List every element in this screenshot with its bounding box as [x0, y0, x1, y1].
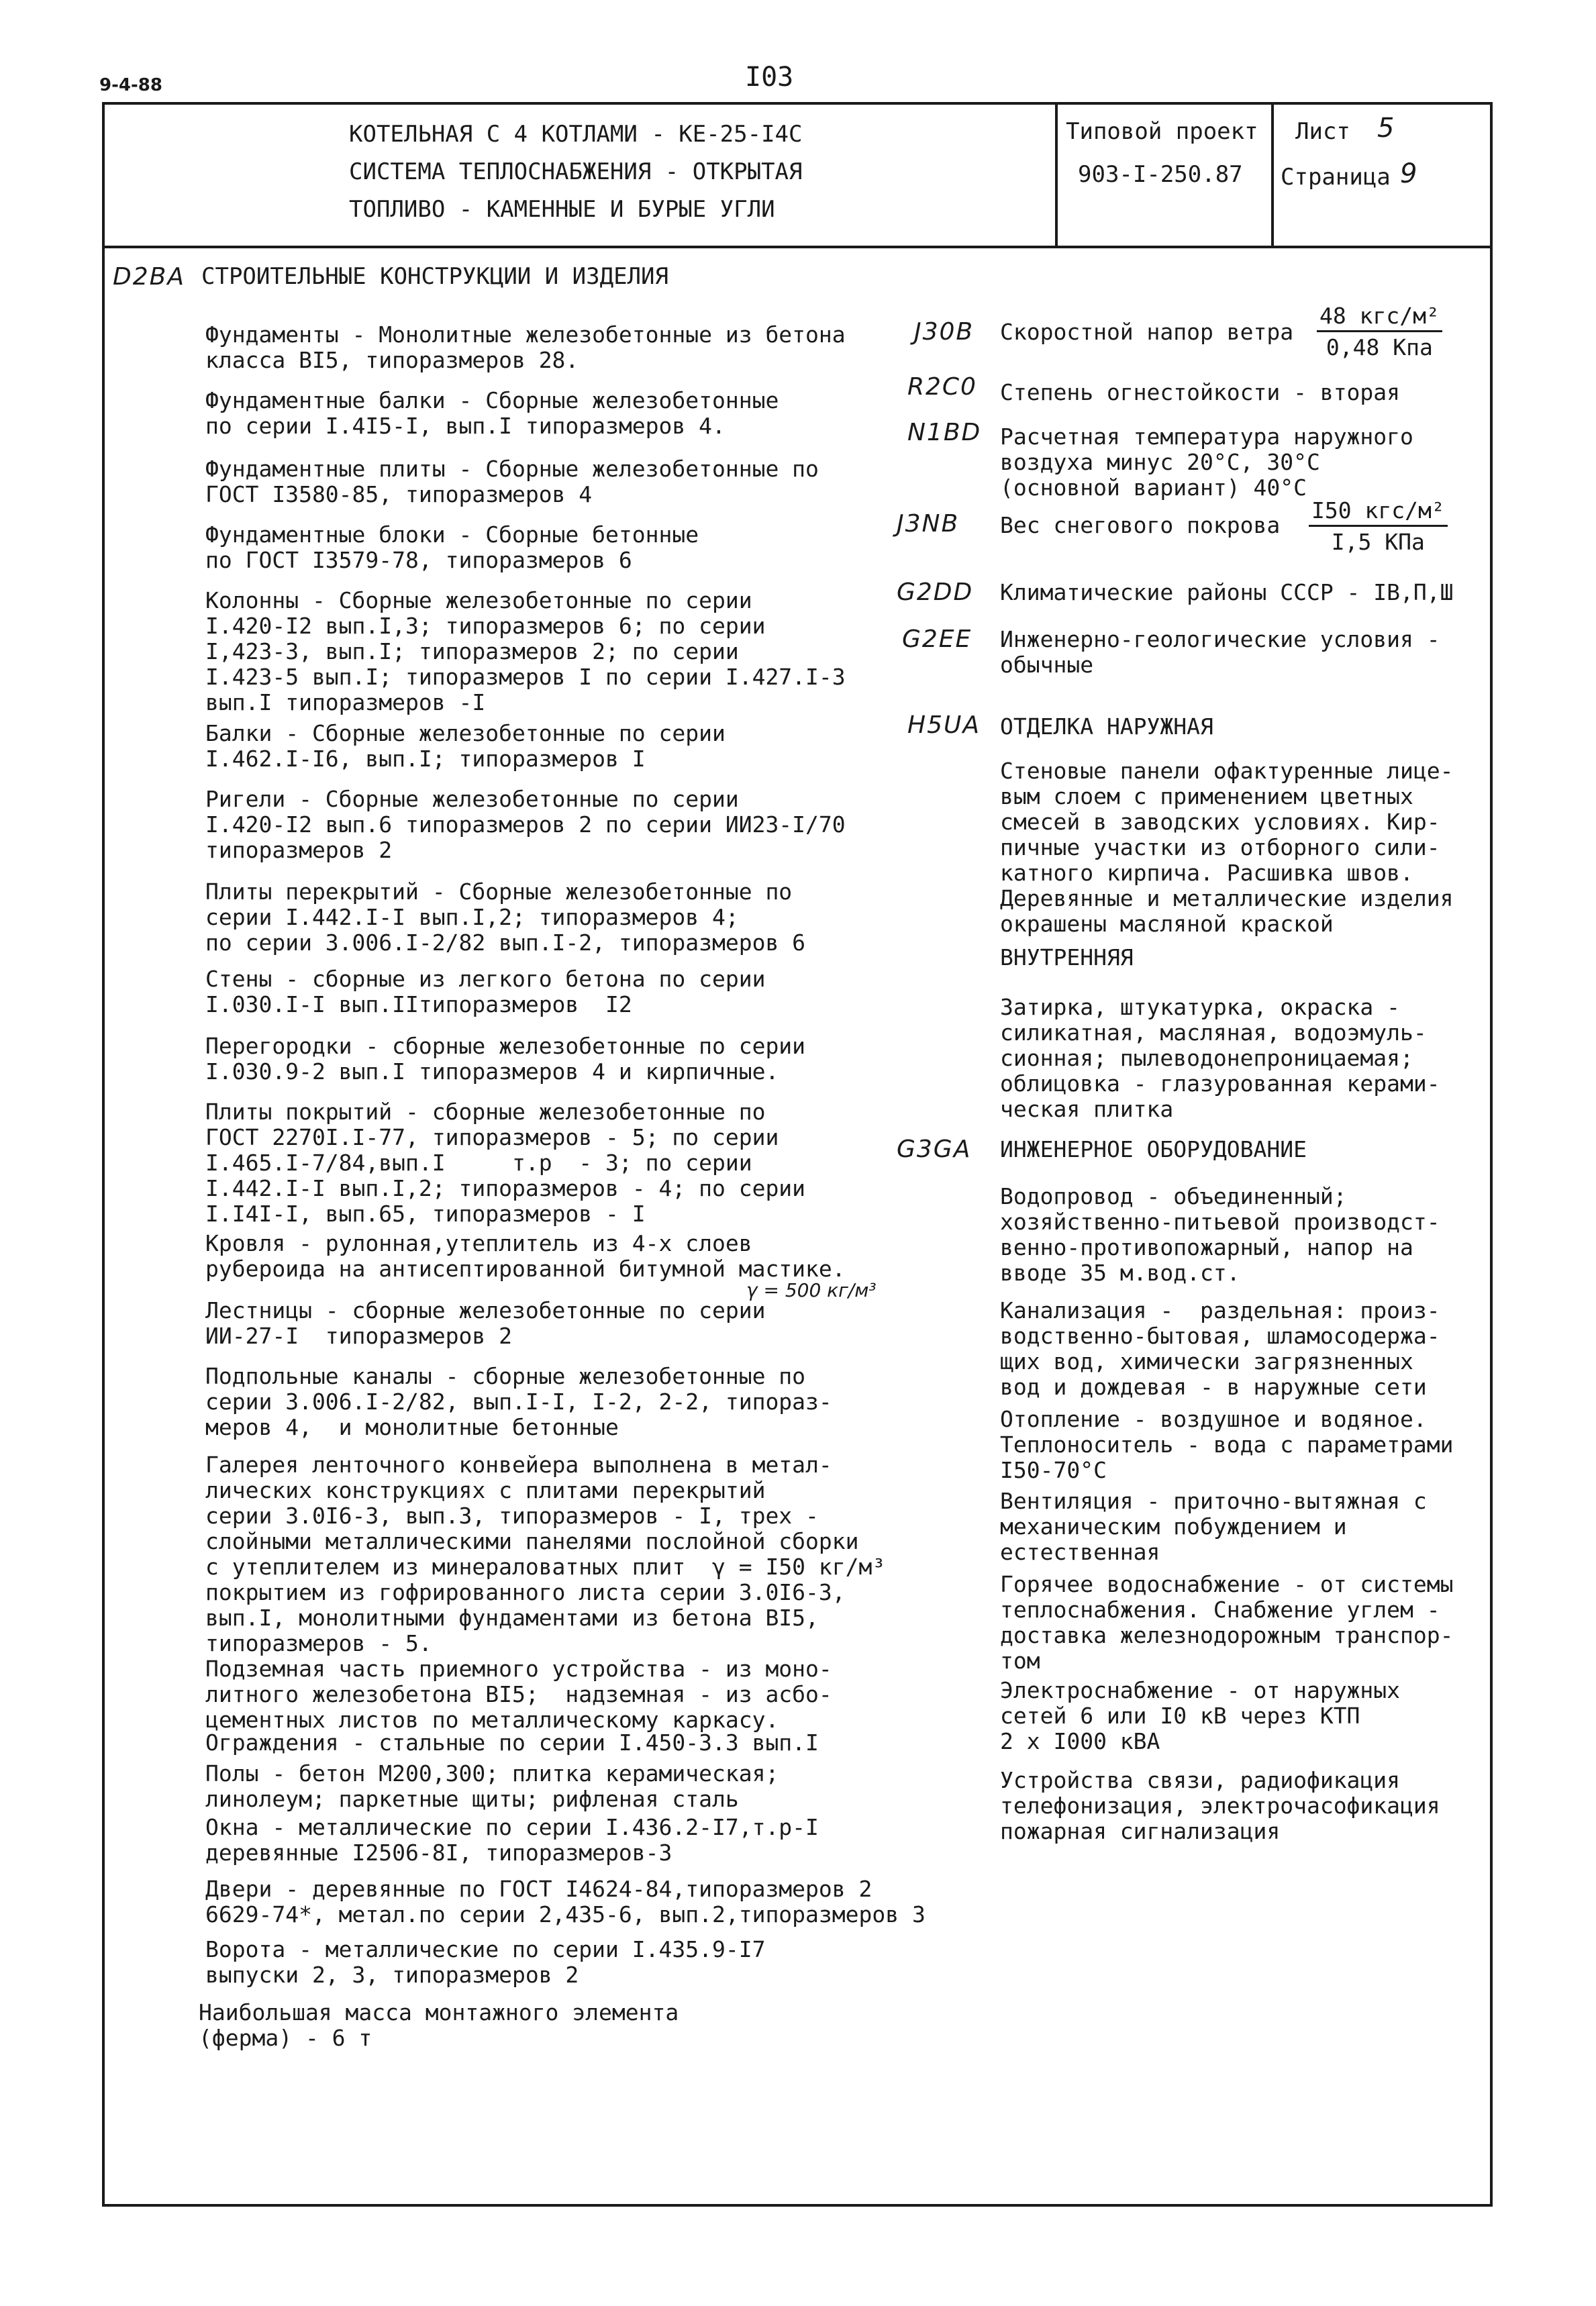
left-item-10: Плиты покрытий - сборные железобетонные по ГОСТ 2270I.I-77, типоразмеров - 5; по серии I.465.I-7/84,вып.I т.р - 3; по серии I.442.I-I вып.I,2; типоразмеров - 4; по серии I.I4I-I, вып.65, типоразмеров - I	[205, 1099, 806, 1227]
right-item-17: Устройства связи, радиофикация телефонизация, электрочасофикация пожарная сигнализация	[1000, 1767, 1440, 1844]
right-code-0: J30B	[914, 318, 975, 346]
right-item-6: ОТДЕЛКА НАРУЖНАЯ	[1000, 713, 1213, 740]
right-code-2: N1BD	[907, 419, 982, 446]
page-label: Страница	[1281, 164, 1391, 191]
header-divider	[102, 246, 1493, 248]
right-item-3: Вес снегового покрова	[1000, 512, 1281, 538]
left-item-4: Колонны - Сборные железобетонные по серии I.420-I2 вып.I,3; типоразмеров 6; по серии I,423-3, вып.I; типоразмеров 2; по серии I.423-5 вып.I; типоразмеров I по серии I.427.I-3 вып.I типоразмеров -I	[205, 587, 846, 715]
left-item-2: Фундаментные плиты - Сборные железобетонные по ГОСТ I3580-85, типоразмеров 4	[205, 456, 819, 507]
wind-fraction-num: 48 кгс/м²	[1317, 303, 1442, 332]
right-code-3: J3NB	[897, 510, 960, 538]
left-item-0: Фундаменты - Монолитные железобетонные из бетона класса BI5, типоразмеров 28.	[205, 321, 846, 373]
left-item-5: Балки - Сборные железобетонные по серии I.462.I-I6, вып.I; типоразмеров I	[205, 720, 726, 772]
right-item-9: Затирка, штукатурка, окраска - силикатная, масляная, водоэмуль- сионная; пылеводонепроницаемая; облицовка - глазурованная керами- ческая плитка	[1000, 994, 1440, 1122]
left-item-20: Наибольшая масса монтажного элемента (ферма) - 6 т	[199, 1999, 679, 2051]
right-code-5: G2EE	[902, 625, 972, 653]
left-item-9: Перегородки - сборные железобетонные по серии I.030.9-2 вып.I типоразмеров 4 и кирпичные.	[205, 1033, 806, 1085]
sheet-label: Лист	[1295, 118, 1350, 145]
left-item-8: Стены - сборные из легкого бетона по серии I.030.I-I вып.IIтипоразмеров I2	[205, 966, 766, 1017]
snow-fraction-num: I50 кгс/м²	[1309, 498, 1448, 527]
right-item-4: Климатические районы СССР - IВ,П,Ш	[1000, 579, 1454, 605]
right-item-10: ИНЖЕНЕРНОЕ ОБОРУДОВАНИЕ	[1000, 1136, 1307, 1162]
left-item-11: Кровля - рулонная,утеплитель из 4-х слоев рубероида на антисептированной битумной мастике.	[205, 1230, 846, 1282]
frame-left	[102, 102, 105, 2207]
right-item-7: Стеновые панели офактуренные лице- вым слоем с применением цветных смесей в заводских условиях. Кир- пичные участки из отборного сили- катного кирпича. Расшивка швов. Деревянные и металлические изделия окрашены масляной краской	[1000, 758, 1454, 937]
page-value: 9	[1400, 158, 1417, 189]
snow-fraction	[1309, 498, 1448, 555]
sheet-value: 5	[1377, 113, 1395, 144]
page-number: I03	[745, 62, 794, 93]
right-code-4: G2DD	[897, 579, 974, 606]
frame-right	[1490, 102, 1493, 2207]
frame-bottom	[102, 2204, 1493, 2207]
header-col-divider-2	[1271, 102, 1274, 247]
left-item-3: Фундаментные блоки - Сборные бетонные по ГОСТ I3579-78, типоразмеров 6	[205, 521, 699, 573]
left-item-14: Галерея ленточного конвейера выполнена в метал- лических конструкциях с плитами перекрытий серии 3.0I6-3, вып.3, типоразмеров - I, трех - слойными металлическими панелями послойной сборки с утеплителем из минераловатных плит γ = I50 кг/м³ покрытием из гофрированного листа серии 3.0I6-3, вып.I, монолитными фундаментами из бетона BI5, типоразмеров - 5. Подземная часть приемного устройства - из моно- литного железобетона BI5; надземная - из асбо- цементных листов по металлическому каркасу.	[205, 1452, 886, 1733]
gamma-note: γ = 500 кг/м³	[746, 1279, 877, 1301]
right-item-2: Расчетная температура наружного воздуха минус 20°С, 30°С (основной вариант) 40°С	[1000, 423, 1413, 501]
right-code-6: H5UA	[907, 711, 981, 739]
right-item-14: Вентиляция - приточно-вытяжная с механическим побуждением и естественная	[1000, 1488, 1427, 1565]
left-item-6: Ригели - Сборные железобетонные по серии I.420-I2 вып.6 типоразмеров 2 по серии ИИ23-I/70 типоразмеров 2	[205, 786, 846, 863]
left-item-18: Двери - деревянные по ГОСТ I4624-84,типоразмеров 2 6629-74*, метал.по серии 2,435-6, вып.2,типоразмеров 3	[205, 1876, 926, 1927]
right-item-0: Скоростной напор ветра	[1000, 319, 1294, 345]
right-item-11: Водопровод - объединенный; хозяйственно-питьевой производст- венно-противопожарный, напор на вводе 35 м.вод.ст.	[1000, 1183, 1440, 1286]
project-label: Типовой проект	[1066, 118, 1258, 145]
right-item-15: Горячее водоснабжение - от системы теплоснабжения. Снабжение углем - доставка железнодорожным транспор- том	[1000, 1571, 1454, 1674]
left-item-1: Фундаментные балки - Сборные железобетонные по серии I.4I5-I, вып.I типоразмеров 4.	[205, 387, 779, 439]
project-number: 903-I-250.87	[1078, 161, 1243, 188]
right-item-8: ВНУТРЕННЯЯ	[1000, 944, 1134, 970]
right-code-1: R2C0	[907, 373, 977, 401]
right-item-1: Степень огнестойкости - вторая	[1000, 379, 1401, 405]
header-title-line-2: СИСТЕМА ТЕПЛОСНАБЖЕНИЯ - ОТКРЫТАЯ	[349, 158, 803, 185]
header-col-divider-1	[1055, 102, 1058, 247]
left-item-15: Ограждения - стальные по серии I.450-3.3 вып.I	[205, 1730, 819, 1756]
header-title-line-1: КОТЕЛЬНАЯ С 4 КОТЛАМИ - КЕ-25-I4С	[349, 121, 803, 148]
section-code: D2BA	[113, 263, 185, 291]
section-title: СТРОИТЕЛЬНЫЕ КОНСТРУКЦИИ И ИЗДЕЛИЯ	[201, 263, 668, 290]
left-item-17: Окна - металлические по серии I.436.2-I7,т.р-I деревянные I2506-8I, типоразмеров-3	[205, 1814, 819, 1866]
header-title-line-3: ТОПЛИВО - КАМЕННЫЕ И БУРЫЕ УГЛИ	[349, 196, 775, 223]
left-item-12: Лестницы - сборные железобетонные по серии ИИ-27-I типоразмеров 2	[205, 1297, 766, 1349]
header-title-block	[349, 115, 803, 228]
left-item-16: Полы - бетон М200,300; плитка керамическая; линолеум; паркетные щиты; рифленая сталь	[205, 1760, 779, 1812]
wind-fraction	[1317, 303, 1442, 360]
right-item-13: Отопление - воздушное и водяное. Теплоноситель - вода с параметрами I50-70°С	[1000, 1406, 1454, 1483]
left-item-7: Плиты перекрытий - Сборные железобетонные по серии I.442.I-I вып.I,2; типоразмеров 4; по серии 3.006.I-2/82 вып.I-2, типоразмеров 6	[205, 879, 806, 956]
right-code-10: G3GA	[897, 1136, 972, 1163]
snow-fraction-den: I,5 КПа	[1331, 529, 1425, 555]
right-item-12: Канализация - раздельная: произ- водственно-бытовая, шламосодержа- щих вод, химически загрязненных вод и дождевая - в наружные сети	[1000, 1297, 1440, 1400]
date-stamp: 9-4-88	[99, 75, 162, 95]
frame-top	[102, 102, 1493, 105]
right-item-16: Электроснабжение - от наружных сетей 6 или I0 кВ через КТП 2 х I000 кВА	[1000, 1677, 1401, 1754]
left-item-13: Подпольные каналы - сборные железобетонные по серии 3.006.I-2/82, вып.I-I, I-2, 2-2, типораз- меров 4, и монолитные бетонные	[205, 1363, 832, 1440]
left-item-19: Ворота - металлические по серии I.435.9-I7 выпуски 2, 3, типоразмеров 2	[205, 1936, 766, 1988]
right-item-5: Инженерно-геологические условия - обычные	[1000, 626, 1440, 678]
wind-fraction-den: 0,48 Кпа	[1326, 334, 1433, 360]
